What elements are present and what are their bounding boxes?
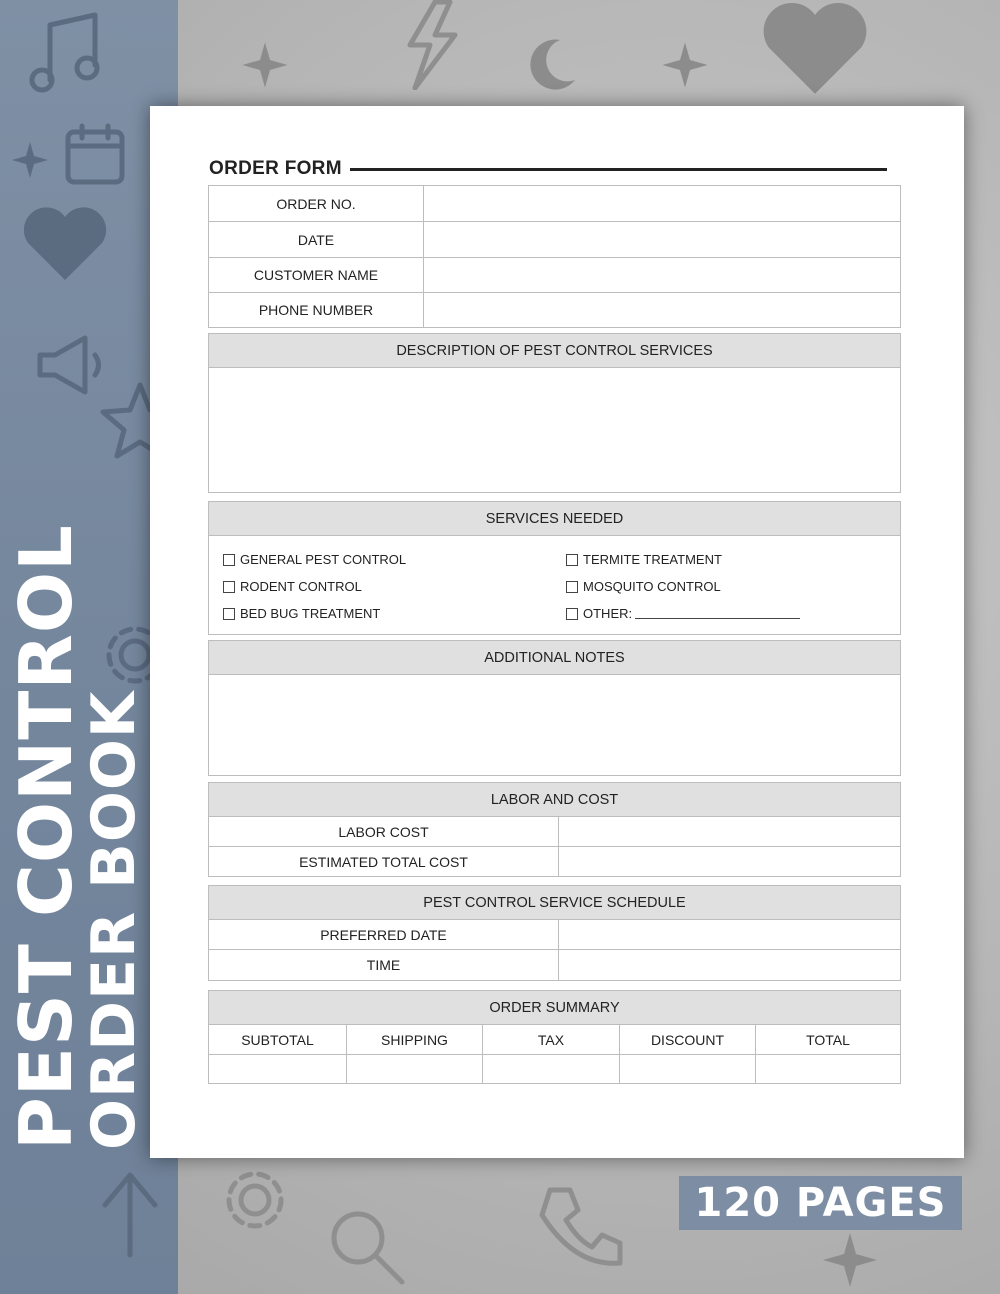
cover-title-line2: ORDER BOOK xyxy=(79,690,149,1150)
description-field[interactable] xyxy=(209,368,900,492)
table-row xyxy=(209,222,900,258)
notes-header: ADDITIONAL NOTES xyxy=(209,641,900,675)
heading-rule xyxy=(350,168,887,171)
arrow-icon xyxy=(90,1160,170,1260)
heart-icon xyxy=(20,205,110,285)
service-label: RODENT CONTROL xyxy=(240,579,362,594)
preferred-date-label: PREFERRED DATE xyxy=(320,926,447,943)
table-row xyxy=(209,847,900,876)
table-row xyxy=(209,258,900,293)
labor-header: LABOR AND COST xyxy=(209,783,900,817)
service-label: OTHER: xyxy=(583,606,633,621)
service-label: GENERAL PEST CONTROL xyxy=(240,552,407,567)
star-icon xyxy=(660,40,710,90)
description-header: DESCRIPTION OF PEST CONTROL SERVICES xyxy=(209,334,900,368)
labor-cost-label: LABOR COST xyxy=(338,823,429,840)
notes-field[interactable] xyxy=(209,675,900,775)
other-blank-line[interactable] xyxy=(635,608,800,619)
table-row xyxy=(209,293,900,327)
checkbox[interactable] xyxy=(566,608,578,620)
calendar-icon xyxy=(60,120,130,190)
table-row xyxy=(209,186,900,222)
total-field[interactable] xyxy=(755,1055,900,1083)
cover-title-line1: PEST CONTROL xyxy=(4,524,88,1150)
description-section xyxy=(208,333,901,493)
phone-icon xyxy=(530,1175,630,1275)
phone-number-label: PHONE NUMBER xyxy=(258,302,374,318)
service-label: TERMITE TREATMENT xyxy=(583,552,722,567)
checkbox[interactable] xyxy=(223,581,235,593)
summary-header-row xyxy=(209,1025,900,1055)
music-note-icon xyxy=(20,10,110,100)
discount-column: DISCOUNT xyxy=(619,1025,755,1054)
discount-field[interactable] xyxy=(619,1055,755,1083)
moon-icon xyxy=(520,35,580,95)
service-option[interactable] xyxy=(223,606,380,621)
service-label: MOSQUITO CONTROL xyxy=(583,579,721,594)
labor-cost-field[interactable] xyxy=(558,817,900,846)
date-field[interactable] xyxy=(423,222,900,257)
schedule-header: PEST CONTROL SERVICE SCHEDULE xyxy=(209,886,900,920)
subtotal-field[interactable] xyxy=(209,1055,346,1083)
service-option[interactable] xyxy=(566,579,721,594)
table-row xyxy=(209,920,900,950)
shipping-column: SHIPPING xyxy=(346,1025,482,1054)
customer-name-label: CUSTOMER NAME xyxy=(253,267,379,283)
star-icon xyxy=(240,40,290,90)
heart-icon xyxy=(740,0,890,100)
service-label: BED BUG TREATMENT xyxy=(240,606,381,621)
service-option[interactable] xyxy=(566,552,722,567)
summary-value-row xyxy=(209,1055,900,1083)
shipping-field[interactable] xyxy=(346,1055,482,1083)
service-option[interactable] xyxy=(566,606,800,621)
order-no-field[interactable] xyxy=(423,186,900,221)
labor-section xyxy=(208,782,901,877)
lightning-icon xyxy=(390,0,470,90)
total-column: TOTAL xyxy=(755,1025,900,1054)
star-icon xyxy=(820,1230,880,1290)
date-label: DATE xyxy=(297,231,335,248)
subtotal-column: SUBTOTAL xyxy=(241,1031,314,1048)
notes-section xyxy=(208,640,901,776)
checkbox[interactable] xyxy=(566,581,578,593)
form-heading xyxy=(209,158,887,180)
order-form-sheet xyxy=(150,106,964,1158)
customer-name-field[interactable] xyxy=(423,258,900,292)
summary-header: ORDER SUMMARY xyxy=(209,991,900,1025)
pages-badge: 120 PAGES xyxy=(679,1176,962,1230)
services-checklist xyxy=(209,536,900,634)
time-label: TIME xyxy=(366,957,401,973)
megaphone-icon xyxy=(30,330,110,400)
preferred-date-field[interactable] xyxy=(558,920,900,949)
checkbox[interactable] xyxy=(223,554,235,566)
schedule-section xyxy=(208,885,901,981)
table-row xyxy=(209,950,900,980)
services-header: SERVICES NEEDED xyxy=(209,502,900,536)
gear-icon xyxy=(220,1165,290,1235)
service-option[interactable] xyxy=(223,552,406,567)
checkbox[interactable] xyxy=(223,608,235,620)
tax-column: TAX xyxy=(482,1025,619,1054)
form-title: ORDER FORM xyxy=(209,158,342,179)
services-section xyxy=(208,501,901,635)
summary-section xyxy=(208,990,901,1084)
tax-field[interactable] xyxy=(482,1055,619,1083)
magnifier-icon xyxy=(320,1200,410,1290)
service-option[interactable] xyxy=(223,579,362,594)
star-icon xyxy=(10,140,50,180)
estimated-total-field[interactable] xyxy=(558,847,900,876)
table-row xyxy=(209,817,900,847)
estimated-total-label: ESTIMATED TOTAL COST xyxy=(299,853,468,870)
time-field[interactable] xyxy=(558,950,900,980)
order-info-table xyxy=(208,185,901,328)
order-no-label: ORDER NO. xyxy=(276,195,356,212)
checkbox[interactable] xyxy=(566,554,578,566)
cover-title xyxy=(4,524,149,1150)
phone-number-field[interactable] xyxy=(423,293,900,327)
